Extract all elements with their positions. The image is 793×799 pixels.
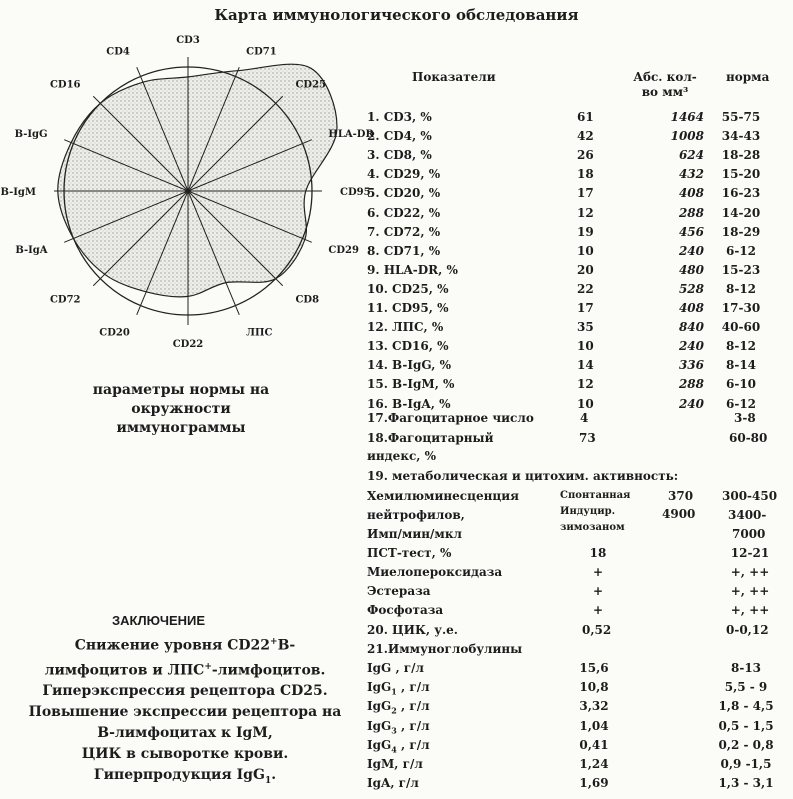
ig-subscript: 2	[391, 705, 397, 716]
row-norm: 34-43	[721, 129, 761, 144]
row-label: 14. B-IgG, %	[367, 358, 451, 373]
row-norm: 18-29	[721, 224, 761, 239]
norm-caption	[52, 381, 310, 438]
row-label: 1. CD3, %	[367, 110, 432, 124]
radar-axis-label: HLA-DR	[328, 128, 374, 140]
row-absolute: 840	[678, 320, 704, 335]
conclusion-line: ЦИК в сыворотке крови.	[81, 746, 289, 763]
row-absolute: 408	[678, 301, 704, 315]
row-label: 9. HLA-DR, %	[367, 262, 458, 277]
cik-norm: 0-0,12	[726, 623, 769, 637]
ig-subscript: 3	[391, 724, 397, 735]
zymosan-label: зимозаном	[560, 522, 625, 533]
row-value: 22	[577, 281, 594, 296]
ig-subscript: 4	[391, 744, 397, 755]
patient-profile-shape	[58, 64, 337, 297]
row-absolute: 408	[678, 186, 704, 201]
cytochem-value: +	[592, 603, 604, 617]
ig-name: IgG	[367, 718, 392, 733]
row-value: 17	[577, 301, 594, 315]
row-absolute: 336	[678, 358, 704, 373]
row-value: 18	[577, 167, 594, 182]
conclusion-line: В-лимфоцитах к IgM,	[97, 725, 273, 742]
spontaneous-norm: 300-450	[722, 489, 778, 503]
row-norm: 8-12	[725, 281, 757, 296]
row-norm: 8-12	[725, 339, 757, 354]
row-value: 12	[577, 377, 594, 392]
immunoglobulin-value: 1,69	[579, 776, 609, 791]
row-norm: 8-14	[725, 358, 757, 373]
radar-axis-label: CD22	[172, 339, 204, 350]
immunoglobulin-value: 10,8	[579, 680, 609, 695]
cytochem-label: ПСТ-тест, %	[367, 546, 452, 560]
row-label: 13. CD16, %	[367, 339, 449, 354]
row-norm: 6-12	[725, 243, 757, 258]
conclusion-line: Гиперэкспрессия рецептора CD25.	[42, 683, 328, 700]
phago-index-value: 73	[579, 431, 596, 445]
cytochem-value: +	[592, 584, 604, 598]
header-absolute: Абс. кол-во мм³	[633, 70, 697, 99]
row-absolute: 288	[678, 205, 704, 220]
immunoglobulin-label	[367, 680, 430, 696]
chemi-label-2: нейтрофилов,	[367, 508, 465, 522]
ig-name: IgG	[367, 680, 392, 695]
radar-axis-label: CD3	[176, 35, 200, 46]
ig-unit: , г/л	[396, 699, 430, 714]
conclusion-title: ЗАКЛЮЧЕНИЕ	[112, 613, 206, 628]
caption-line: параметры нормы на	[92, 382, 270, 398]
immunoglobulin-label	[367, 661, 424, 675]
cytochem-norm: +, ++	[730, 565, 770, 579]
radar-axis-label: B-IgM	[0, 187, 36, 198]
row-label: 8. CD71, %	[367, 243, 441, 258]
conclusion-line: Снижение уровня CD22+В-	[74, 637, 296, 654]
row-norm: 17-30	[721, 301, 761, 315]
conclusion-text	[4, 632, 366, 792]
ig-name: IgG	[367, 661, 392, 675]
page-title: Карта иммунологического обследования	[214, 6, 579, 24]
cytochem-value: +	[592, 565, 604, 579]
ig-unit: , г/л	[391, 661, 424, 675]
immunoglobulin-label	[367, 738, 430, 754]
radar-axis-label: CD29	[328, 245, 359, 257]
row-value: 19	[577, 224, 594, 239]
radar-axis-label: B-IgG	[14, 128, 48, 140]
immunoglobulin-norm: 1,3 - 3,1	[718, 776, 774, 791]
radar-axis-label: ЛПС	[246, 327, 273, 339]
row-absolute: 456	[678, 224, 704, 239]
row-norm: 15-20	[721, 167, 761, 182]
row-absolute: 1008	[670, 129, 704, 144]
row-value: 35	[577, 320, 594, 335]
row-value: 10	[577, 396, 594, 411]
immunoglobulin-label	[367, 757, 423, 771]
induced-norm-2: 7000	[732, 527, 766, 541]
immunoglobulin-value: 0,41	[579, 737, 609, 752]
immunoglobulin-norm: 0,5 - 1,5	[718, 718, 774, 733]
row-norm: 55-75	[721, 110, 761, 124]
immunoglobulins-title: 21.Иммуноглобулины	[367, 642, 523, 656]
radar-axis-label: CD16	[49, 79, 81, 91]
row-label: 10. CD25, %	[367, 281, 449, 296]
phago-number-label: 17.Фагоцитарное число	[367, 411, 534, 425]
radar-axis-label: CD8	[295, 294, 320, 306]
row-norm: 15-23	[721, 262, 761, 277]
caption-line: окружности	[131, 401, 231, 417]
immunoglobulin-label	[367, 699, 430, 715]
cytochem-label: Эстераза	[367, 584, 431, 598]
ig-unit: , г/л	[396, 718, 430, 733]
conclusion-line: Гиперпродукция IgG$_1$.	[93, 767, 277, 787]
row-value: 61	[577, 110, 594, 124]
immunogram-radar	[0, 0, 374, 360]
row-absolute: 624	[678, 148, 704, 163]
caption-line: иммунограммы	[116, 420, 246, 436]
radar-axis-label: CD4	[106, 46, 130, 58]
phago-index-norm: 60-80	[729, 431, 768, 445]
immunoglobulin-norm: 1,8 - 4,5	[718, 699, 774, 714]
immunoglobulin-value: 1,24	[579, 757, 609, 771]
row-label: 4. CD29, %	[367, 167, 441, 182]
row-absolute: 432	[678, 167, 704, 182]
row-value: 12	[577, 205, 594, 220]
ig-subscript: 1	[391, 686, 397, 697]
cytochem-norm: +, ++	[730, 603, 770, 617]
cytochem-norm: 12-21	[730, 546, 770, 560]
cytochem-label: Миелопероксидаза	[367, 565, 503, 579]
row-label: 2. CD4, %	[367, 129, 432, 144]
row-norm: 18-28	[721, 148, 761, 163]
row-absolute: 480	[678, 262, 704, 277]
row-label: 12. ЛПС, %	[367, 320, 444, 335]
induced-norm-1: 3400-	[728, 508, 767, 522]
ig-name: IgM	[367, 757, 395, 771]
cik-label: 20. ЦИК, у.е.	[367, 623, 458, 637]
ig-unit: , г/л	[394, 757, 423, 771]
induced-value: 4900	[662, 507, 696, 521]
radar-axis-label: CD71	[246, 46, 277, 58]
immunoglobulin-norm: 8-13	[730, 661, 762, 675]
phago-index-label: 18.Фагоцитарный	[367, 431, 494, 445]
row-label: 7. CD72, %	[367, 224, 441, 239]
chemi-label-1: Хемилюминесценция	[367, 489, 519, 503]
cytochem-norm: +, ++	[730, 584, 770, 598]
row-label: 15. B-IgM, %	[367, 377, 455, 392]
phago-number-norm: 3-8	[734, 411, 756, 425]
spontaneous-value: 370	[668, 489, 694, 503]
row-norm: 16-23	[721, 186, 761, 201]
radar-axis-label: CD20	[99, 327, 130, 339]
conclusion-line: Повышение экспрессии рецептора на	[28, 704, 342, 721]
row-value: 14	[577, 358, 594, 373]
row-absolute: 528	[678, 281, 704, 296]
row-absolute: 288	[678, 377, 704, 392]
immunoglobulin-norm: 0,2 - 0,8	[718, 737, 774, 752]
row-value: 10	[577, 339, 594, 354]
row-value: 42	[577, 129, 594, 144]
row-label: 11. CD95, %	[367, 301, 449, 315]
conclusion-line: лимфоцитов и ЛПС+-лимфоцитов.	[44, 661, 326, 679]
radar-axis-label: CD72	[49, 294, 81, 306]
header-norm: норма	[726, 70, 770, 84]
row-label: 3. CD8, %	[367, 148, 432, 163]
spontaneous-label: Спонтанная	[560, 490, 631, 501]
ig-name: IgA	[367, 776, 391, 791]
radar-axis-label: CD95	[340, 187, 371, 198]
row-norm: 6-10	[725, 377, 757, 392]
row-label: 5. CD20, %	[367, 186, 441, 201]
cik-value: 0,52	[582, 623, 612, 637]
immunoglobulin-value: 3,32	[579, 699, 609, 714]
immunoglobulin-norm: 5,5 - 9	[724, 680, 768, 695]
phago-index-label-2: индекс, %	[367, 449, 437, 463]
induced-label: Индуцир.	[560, 506, 616, 517]
ig-name: IgG	[367, 737, 392, 752]
metabolic-label: 19. метаболическая и цитохим. активность:	[367, 469, 679, 483]
ig-unit: , г/л	[396, 680, 430, 695]
immunoglobulin-value: 1,04	[579, 718, 609, 733]
ig-unit: , г/л	[390, 776, 419, 791]
chemi-label-3: Имп/мин/мкл	[367, 527, 462, 541]
header-indicators: Показатели	[412, 70, 496, 84]
row-label: 6. CD22, %	[367, 205, 441, 220]
row-norm: 14-20	[721, 205, 761, 220]
immunoglobulin-label	[367, 776, 419, 790]
immunoglobulin-value: 15,6	[579, 661, 609, 675]
ig-unit: , г/л	[396, 737, 430, 752]
immunoglobulin-label	[367, 719, 430, 735]
row-absolute: 1464	[670, 110, 704, 124]
row-value: 26	[577, 148, 594, 163]
row-absolute: 240	[678, 243, 704, 258]
cytochem-label: Фосфотаза	[367, 603, 444, 617]
ig-name: IgG	[367, 699, 392, 714]
immunoglobulin-norm: 0,9 -1,5	[720, 757, 772, 771]
row-value: 17	[577, 186, 594, 201]
row-absolute: 240	[678, 396, 704, 411]
row-norm: 40-60	[721, 320, 761, 335]
row-value: 10	[577, 243, 594, 258]
radar-axis-label: B-IgA	[15, 245, 48, 257]
cytochem-value: 18	[589, 546, 607, 560]
row-label: 16. B-IgA, %	[367, 396, 451, 411]
phago-number-value: 4	[580, 411, 589, 425]
row-absolute: 240	[678, 339, 704, 354]
row-norm: 6-12	[725, 396, 757, 411]
row-value: 20	[577, 262, 594, 277]
radar-axis-label: CD25	[295, 79, 327, 91]
